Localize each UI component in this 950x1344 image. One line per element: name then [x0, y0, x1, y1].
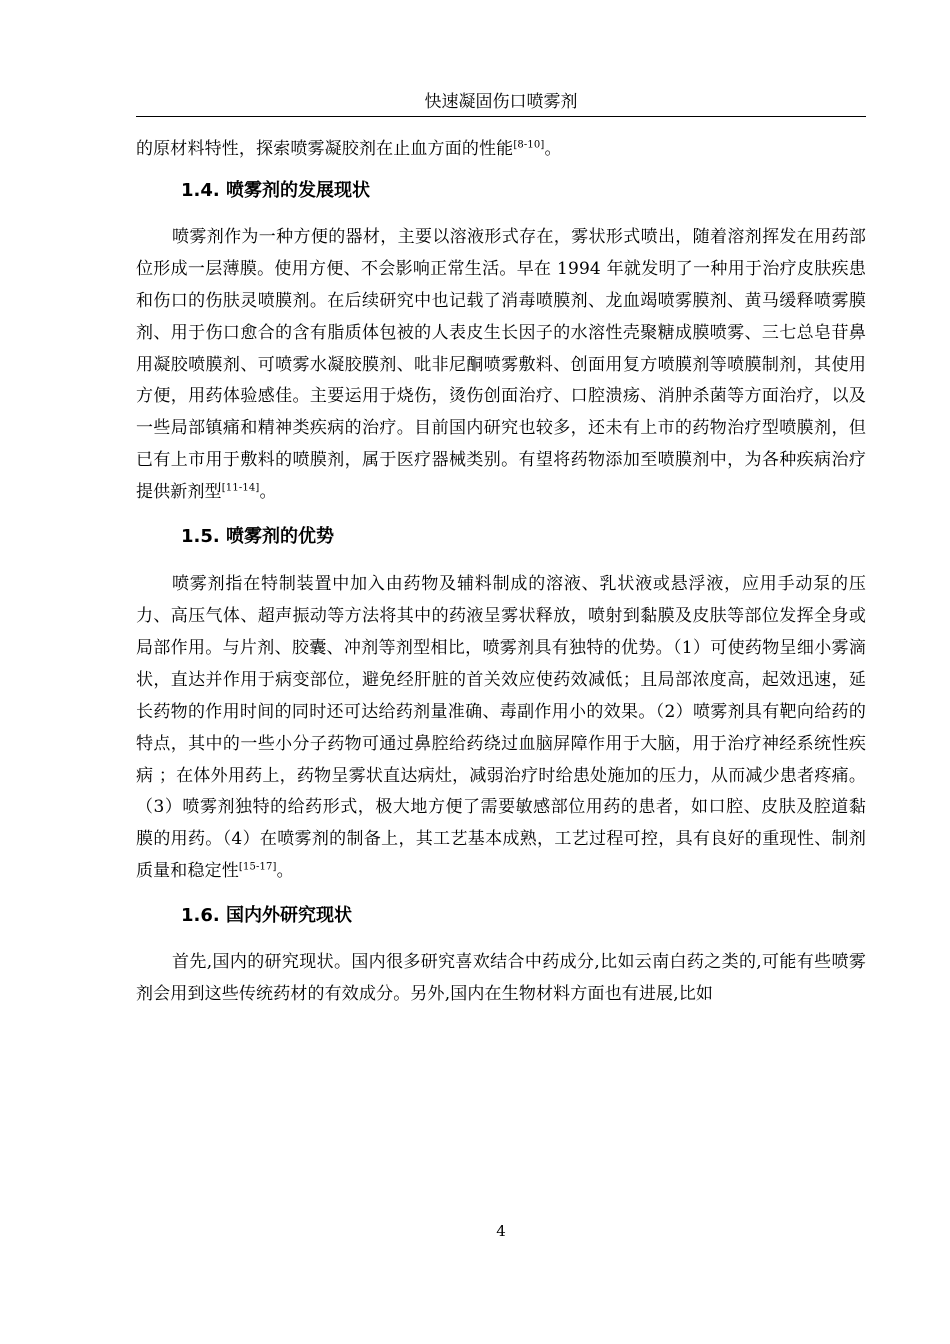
paragraph-text: 喷雾剂指在特制装置中加入由药物及辅料制成的溶液、乳状液或悬浮液，应用手动泵的压力、高压气体、超声振动等方法将其中的药液呈雾状释放，喷射到黏膜及皮肤等部位发挥全身或局部作用。与片剂、胶囊、冲剂等剂型相比，喷雾剂具有独特的优势。（1）可使药物呈细小雾滴状，直达并作用于病变部位，避免经肝脏的首关效应使药效减低；且局部浓度高，起效迅速，延长药物的作用时间的同时还可达给药剂量准确、毒副作用小的效果。（2）喷雾剂具有靶向给药的特点，其中的一些小分子药物可通过鼻腔给药绕过血脑屏障作用于大脑，用于治疗神经系统性疾病 ；在体外用药上，药物呈雾状直达病灶，减弱治疗时给患处施加的压力，从而减少患者疼痛。（3）喷雾剂独特的给药形式，极大地方便了需要敏感部位用药的患者，如口腔、皮肤及腔道黏膜的用药。（4）在喷雾剂的制备上，其工艺基本成熟，工艺过程可控，具有良好的重现性、制剂质量和稳定性	[136, 574, 866, 882]
citation: [15-17]	[238, 861, 277, 873]
paragraph-tail: 。	[259, 482, 277, 503]
citation: [8-10]	[513, 139, 545, 151]
citation: [11-14]	[221, 482, 260, 494]
page-body	[136, 134, 866, 1011]
paragraph-text: 喷雾剂作为一种方便的器材，主要以溶液形式存在，雾状形式喷出，随着溶剂挥发在用药部位形成一层薄膜。使用方便、不会影响正常生活。早在 1994 年就发明了一种用于治疗皮肤疾患和伤口的伤肤灵喷膜剂。在后续研究中也记载了消毒喷膜剂、龙血竭喷雾膜剂、黄马缓释喷雾膜剂、用于伤口愈合的含有脂质体包被的人表皮生长因子的水溶性壳聚糖成膜喷雾、三七总皂苷鼻用凝胶喷膜剂、可喷雾水凝胶膜剂、吡非尼酮喷雾敷料、创面用复方喷膜剂等喷膜制剂，其使用方便，用药体验感佳。主要运用于烧伤，烫伤创面治疗、口腔溃疡、消肿杀菌等方面治疗，以及一些局部镇痛和精神类疾病的治疗。目前国内研究也较多，还未有上市的药物治疗型喷膜剂，但已有上市用于敷料的喷膜剂，属于医疗器械类别。有望将药物添加至喷膜剂中，为各种疾病治疗提供新剂型	[136, 226, 866, 503]
section-paragraph-1-6	[136, 947, 866, 1011]
intro-tail: 。	[544, 139, 562, 159]
section-heading-1-6: 1.6. 国内外研究现状	[181, 905, 352, 927]
intro-paragraph	[136, 134, 866, 166]
section-heading-1-4: 1.4. 喷雾剂的发展现状	[181, 179, 370, 201]
header-rule	[136, 116, 866, 117]
section-heading-1-5: 1.5. 喷雾剂的优势	[181, 526, 334, 548]
intro-text: 的原材料特性，探索喷雾凝胶剂在止血方面的性能	[136, 139, 514, 159]
page-number: 4	[496, 1222, 506, 1240]
paragraph-text: 首先,国内的研究现状。国内很多研究喜欢结合中药成分,比如云南白药之类的,可能有些喷雾剂会用到这些传统药材的有效成分。另外,国内在生物材料方面也有进展,比如	[136, 952, 866, 1005]
running-header: 快速凝固伤口喷雾剂	[424, 92, 578, 112]
section-paragraph-1-4	[136, 222, 866, 509]
paragraph-tail: 。	[276, 861, 294, 882]
section-paragraph-1-5	[136, 569, 866, 888]
